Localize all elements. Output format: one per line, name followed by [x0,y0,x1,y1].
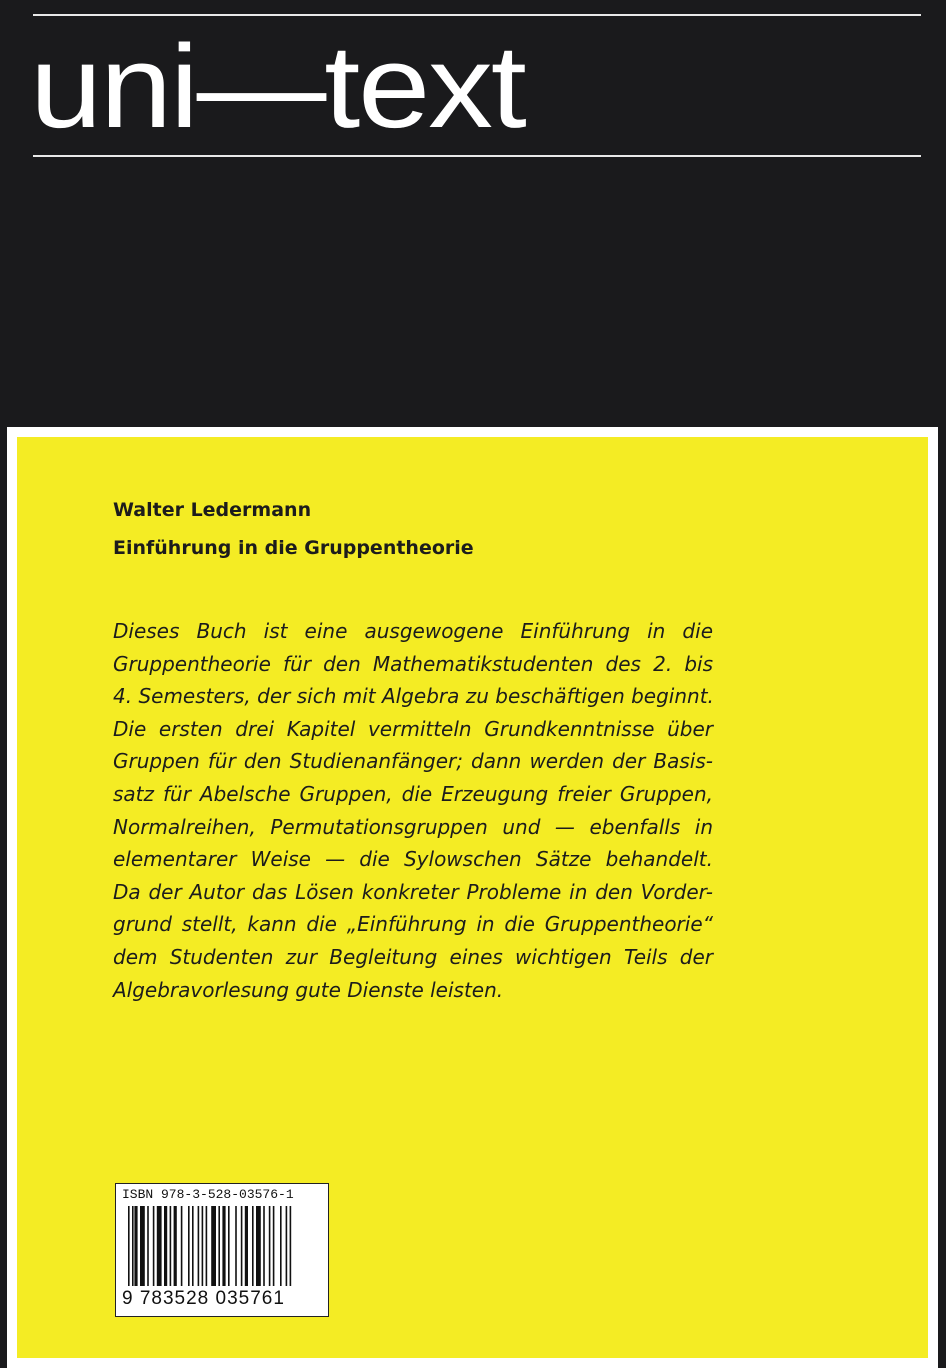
yellow-panel [7,427,938,1368]
book-title: Einführung in die Gruppentheorie [113,537,474,559]
blurb-line: Algebravorlesung gute Dienste leisten. [113,977,504,1002]
blurb-line: elementarer Weise — die Sylowschen Sätze behandelt. [113,847,713,872]
blurb-line: Gruppentheorie für den Mathematikstudenten des 2. bis [113,651,713,676]
ean-digits: 9 783528 035761 [122,1288,285,1309]
blurb-line: grund stellt, kann die „Einführung in die Gruppentheorie“ [113,912,713,937]
blurb-line: Gruppen für den Studienanfänger; dann werden der Basis- [113,749,713,774]
blurb-line: Normalreihen, Permutationsgruppen und — ebenfalls in [113,814,713,839]
author-name: Walter Ledermann [113,499,312,521]
isbn-barcode [115,1183,329,1317]
blurb-line: dem Studenten zur Begleitung eines wichtigen Teils der [113,944,713,969]
blurb-line: Da der Autor das Lösen konkreter Probleme in den Vorder- [113,879,713,904]
blurb-line: Die ersten drei Kapitel vermitteln Grundkenntnisse über [113,716,713,741]
isbn-label: ISBN 978-3-528-03576-1 [122,1187,294,1202]
series-title: uni—text [30,21,525,153]
bottom-rule [33,155,921,157]
barcode-bars-icon [126,1206,320,1288]
blurb-line: 4. Semesters, der sich mit Algebra zu beschäftigen beginnt. [113,684,714,709]
blurb-line: satz für Abelsche Gruppen, die Erzeugung freier Gruppen, [113,781,713,806]
top-rule [33,14,921,16]
blurb-line: Dieses Buch ist eine ausgewogene Einführung in die [113,619,713,643]
blurb-text [113,615,713,1006]
